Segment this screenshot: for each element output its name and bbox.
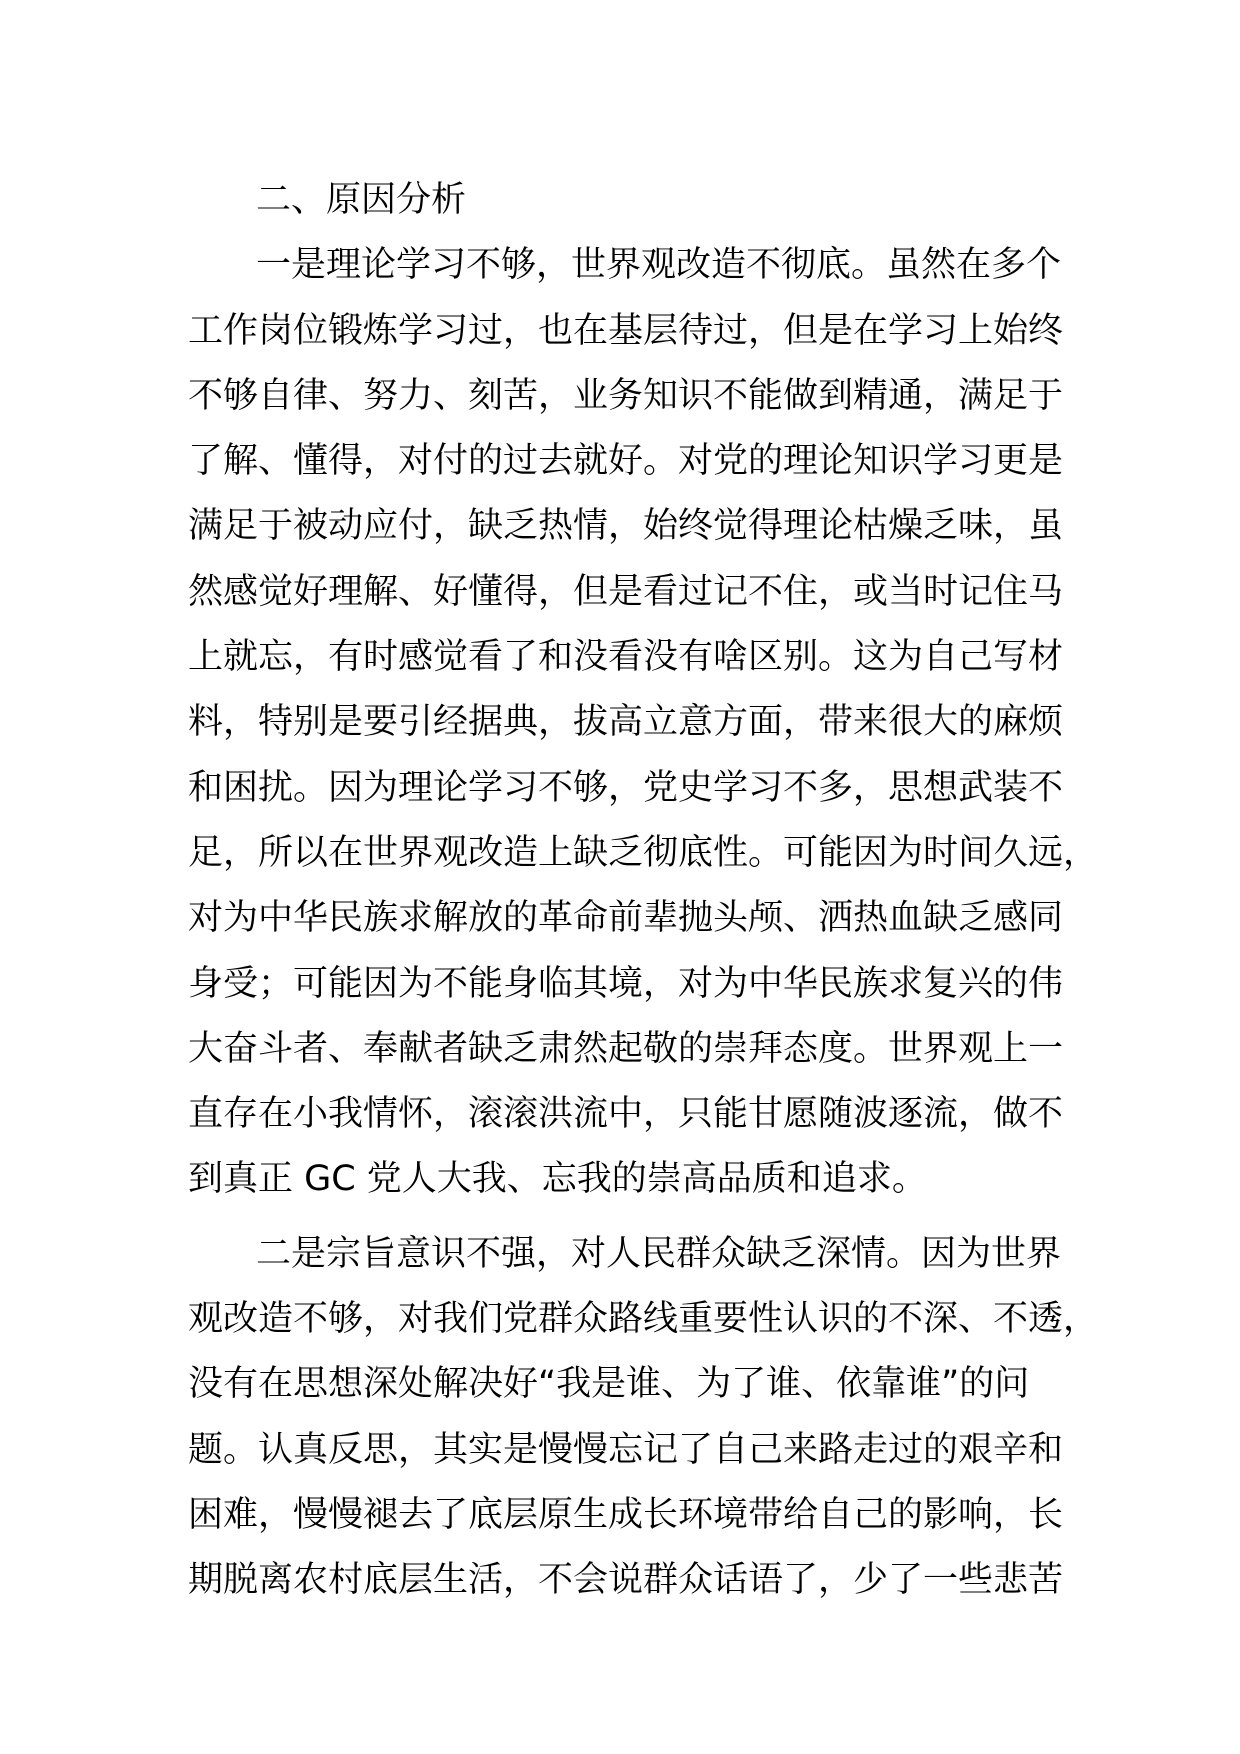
paragraph-line: 和困扰。因为理论学习不够，党史学习不多，思想武装不 <box>188 767 1064 808</box>
paragraph-line: 不够自律、努力、刻苦，业务知识不能做到精通，满足于 <box>188 375 1064 416</box>
paragraph-line: 期脱离农村底层生活，不会说群众话语了，少了一些悲苦 <box>188 1560 1064 1601</box>
paragraph-line: 足，所以在世界观改造上缺乏彻底性。可能因为时间久远， <box>188 832 1099 873</box>
paragraph-2 <box>188 1222 1099 1614</box>
paragraph-line: 没有在思想深处解决好“我是谁、为了谁、依靠谁”的问 <box>188 1364 1030 1405</box>
paragraph-1 <box>188 233 1099 1212</box>
paragraph-line: 身受；可能因为不能身临其境，对为中华民族求复兴的伟 <box>188 963 1064 1004</box>
paragraph-line: 观改造不够，对我们党群众路线重要性认识的不深、不透， <box>188 1299 1099 1340</box>
paragraph-line: 上就忘，有时感觉看了和没看没有啥区别。这为自己写材 <box>188 637 1064 678</box>
paragraph-line: 料，特别是要引经据典，拔高立意方面，带来很大的麻烦 <box>188 702 1064 743</box>
document-body <box>188 168 1099 1614</box>
paragraph-line: 满足于被动应付，缺乏热情，始终觉得理论枯燥乏味，虽 <box>188 506 1064 547</box>
paragraph-line: 然感觉好理解、好懂得，但是看过记不住，或当时记住马 <box>188 571 1064 612</box>
paragraph-line: 了解、懂得，对付的过去就好。对党的理论知识学习更是 <box>188 441 1064 482</box>
section-heading: 二、原因分析 <box>256 180 467 220</box>
paragraph-line: 题。认真反思，其实是慢慢忘记了自己来路走过的艰辛和 <box>188 1429 1064 1470</box>
paragraph-line: 一是理论学习不够，世界观改造不彻底。虽然在多个 <box>256 245 1062 286</box>
paragraph-line: 困难，慢慢褪去了底层原生成长环境带给自己的影响，长 <box>188 1494 1064 1535</box>
paragraph-line: 大奋斗者、奉献者缺乏肃然起敬的崇拜态度。世界观上一 <box>188 1028 1064 1069</box>
paragraph-line: 到真正 GC 党人大我、忘我的崇高品质和追求。 <box>188 1159 927 1200</box>
paragraph-line: 二是宗旨意识不强，对人民群众缺乏深情。因为世界 <box>256 1233 1062 1274</box>
paragraph-line: 对为中华民族求解放的革命前辈抛头颅、洒热血缺乏感同 <box>188 898 1064 939</box>
paragraph-line: 工作岗位锻炼学习过，也在基层待过，但是在学习上始终 <box>188 310 1064 351</box>
paragraph-line: 直存在小我情怀，滚滚洪流中，只能甘愿随波逐流，做不 <box>188 1094 1064 1135</box>
